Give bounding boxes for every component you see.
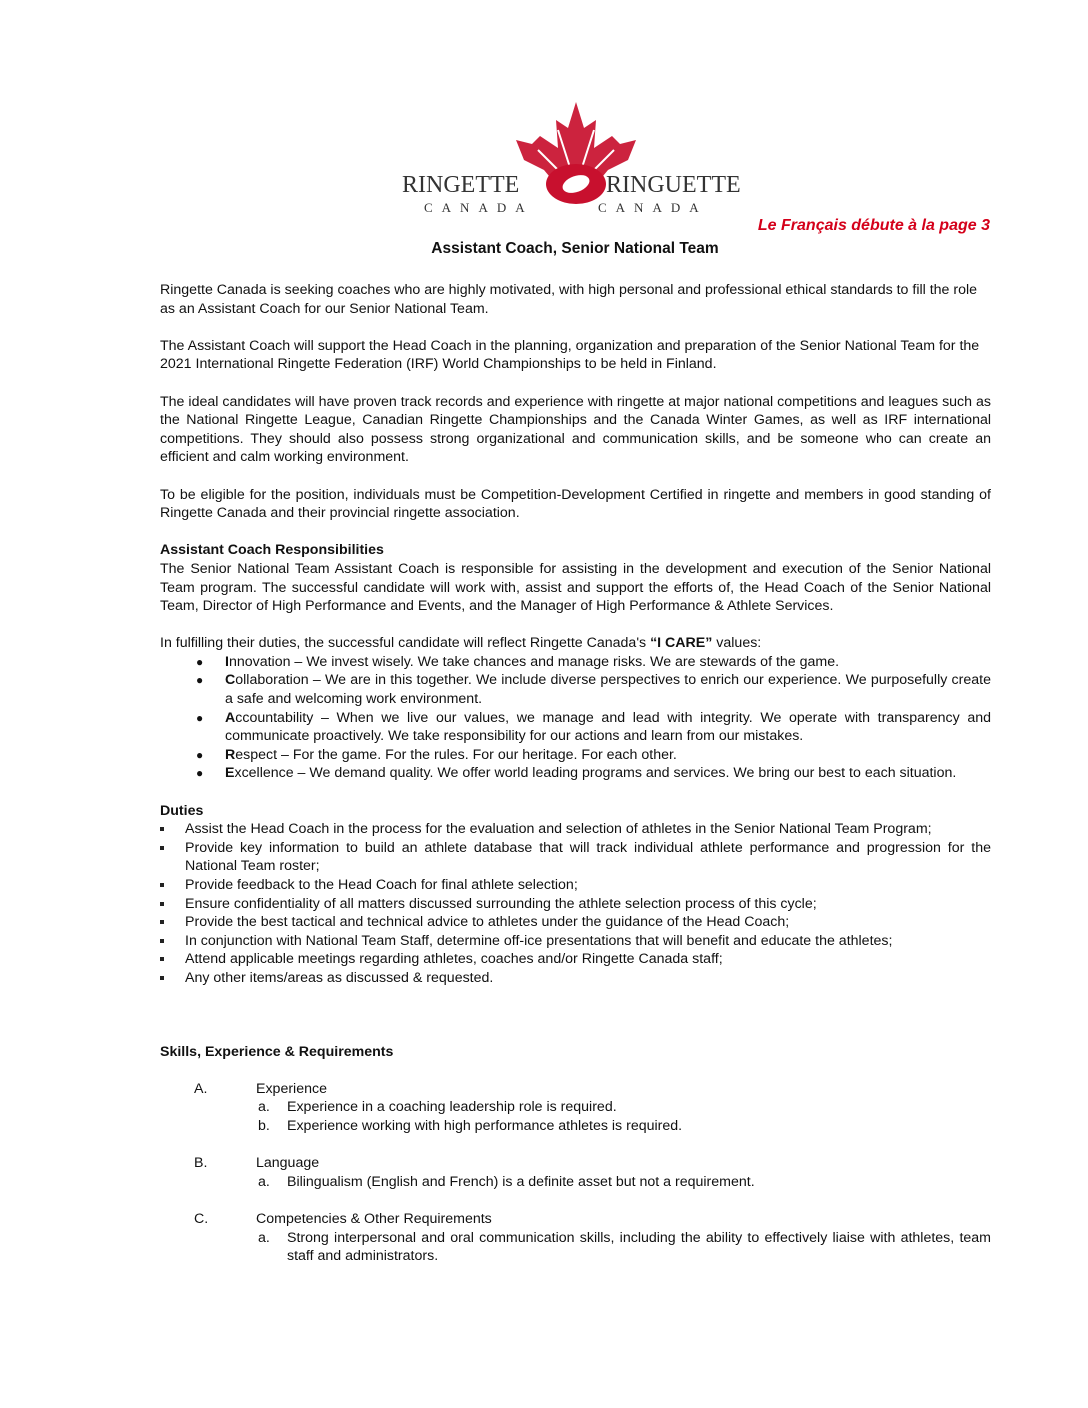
requirement-section	[160, 1080, 991, 1136]
list-item	[160, 950, 991, 969]
value-text: nnovation – We invest wisely. We take chances and manage risks. We are stewards of the game.	[228, 653, 840, 670]
item-text: Bilingualism (English and French) is a definite asset but not a requirement.	[287, 1173, 755, 1190]
bullet-icon: ●	[196, 710, 204, 725]
value-text: xcellence – We demand quality. We offer world leading programs and services. We bring our best to each situation.	[234, 765, 957, 782]
duty-text: Any other items/areas as discussed & requested.	[185, 969, 494, 986]
ring-icon	[546, 164, 606, 204]
section-label: Language	[256, 1155, 320, 1172]
square-bullet-icon	[160, 957, 164, 961]
square-bullet-icon	[160, 827, 164, 831]
item-index: a.	[258, 1229, 270, 1246]
duty-text: Attend applicable meetings regarding athletes, coaches and/or Ringette Canada staff;	[185, 951, 723, 968]
item-index: a.	[258, 1099, 270, 1116]
section-letter: A.	[194, 1080, 208, 1097]
values-list	[160, 653, 991, 783]
french-version-note: Le Français débute à la page 3	[757, 217, 990, 234]
list-item	[160, 969, 991, 988]
bullet-icon: ●	[196, 766, 204, 781]
square-bullet-icon	[160, 846, 164, 850]
list-item	[160, 709, 991, 746]
list-item	[160, 913, 991, 932]
item-index: b.	[258, 1117, 270, 1134]
list-item	[160, 876, 991, 895]
requirement-section	[160, 1210, 991, 1266]
list-item	[160, 820, 991, 839]
logo-name-fr: RINGUETTE	[606, 172, 741, 198]
duties-list	[160, 820, 991, 987]
values-intro-bold: “I CARE”	[650, 635, 713, 652]
intro-paragraph: The ideal candidates will have proven track records and experience with ringette at major national competitions and leagues such as the National Ringette League, Canadian Ringette Championships and the Canada Winter Games, as well as IRF international competitions. They should also possess strong organizational and communication skills, and be someone who can create an efficient and calm working environment.	[160, 393, 991, 466]
bullet-icon: ●	[196, 673, 204, 688]
list-item	[160, 839, 991, 876]
list-item	[160, 1229, 991, 1266]
logo-name-en: RINGETTE	[402, 172, 520, 198]
section-letter: C.	[194, 1210, 209, 1227]
list-item	[160, 671, 991, 708]
ringette-canada-logo	[398, 100, 754, 218]
requirements-heading: Skills, Experience & Requirements	[160, 1043, 394, 1060]
square-bullet-icon	[160, 883, 164, 887]
list-item	[160, 653, 991, 672]
duty-text: In conjunction with National Team Staff, determine off-ice presentations that will benefit and educate the athletes;	[185, 932, 893, 949]
value-text: ollaboration – We are in this together. We include diverse perspectives to enrich our experience. We purposefully create a safe and welcoming work environment.	[225, 672, 991, 708]
requirement-items	[160, 1098, 991, 1135]
value-initial: C	[225, 672, 236, 689]
square-bullet-icon	[160, 920, 164, 924]
logo-country-fr: CANADA	[598, 200, 708, 215]
item-text: Experience in a coaching leadership role is required.	[287, 1099, 617, 1116]
section-spacer	[160, 988, 991, 1043]
duty-text: Provide feedback to the Head Coach for final athlete selection;	[185, 877, 578, 893]
item-index: a.	[258, 1173, 270, 1190]
requirement-section	[160, 1154, 991, 1191]
page-title: Assistant Coach, Senior National Team	[431, 240, 719, 257]
list-item	[160, 1173, 991, 1192]
section-label: Experience	[256, 1080, 327, 1097]
value-initial: E	[225, 765, 235, 782]
value-initial: R	[225, 746, 236, 763]
duties-heading: Duties	[160, 802, 204, 819]
list-item	[160, 1117, 991, 1136]
value-initial: A	[225, 709, 236, 726]
responsibilities-text: The Senior National Team Assistant Coach is responsible for assisting in the development and execution of the Senior National Team program. The successful candidate will work with, assist and support the efforts of, the Head Coach of the Senior National Team, Director of High Performance and Events, and the Manager of High Performance & Athlete Services.	[160, 560, 991, 615]
square-bullet-icon	[160, 902, 164, 906]
duty-text: Provide key information to build an athlete database that will track individual athlete performance and progression for the National Team roster;	[185, 839, 991, 875]
values-intro-text: In fulfilling their duties, the successful candidate will reflect Ringette Canada's	[160, 635, 651, 652]
responsibilities-heading: Assistant Coach Responsibilities	[160, 542, 384, 559]
values-intro-suffix: values:	[712, 635, 762, 652]
bullet-icon: ●	[196, 654, 204, 669]
intro-paragraph: To be eligible for the position, individuals must be Competition-Development Certified in ringette and members in good standing of Ringette Canada and their provincial ringette association.	[160, 486, 991, 522]
list-item	[160, 895, 991, 914]
requirement-items	[160, 1173, 991, 1192]
square-bullet-icon	[160, 976, 164, 980]
list-item	[160, 746, 991, 765]
intro-paragraph: Ringette Canada is seeking coaches who are highly motivated, with high personal and professional ethical standards to fill the role as an Assistant Coach for our Senior National Team.	[160, 282, 978, 317]
value-text: ccountability – When we live our values, we manage and lead with integrity. We operate with transparency and communicate proactively. We take responsibility for our actions and learn from our mistakes.	[225, 709, 991, 745]
value-initial: I	[225, 653, 229, 670]
item-text: Strong interpersonal and oral communication skills, including the ability to effectively liaise with athletes, team staff and administrators.	[287, 1229, 991, 1265]
intro-paragraph: The Assistant Coach will support the Head Coach in the planning, organization and preparation of the Senior National Team for the 2021 International Ringette Federation (IRF) World Championships to be held in Finland.	[160, 337, 980, 373]
duty-text: Ensure confidentiality of all matters discussed surrounding the athlete selection process of this cycle;	[185, 895, 817, 912]
list-item	[160, 1098, 991, 1117]
duty-text: Assist the Head Coach in the process for the evaluation and selection of athletes in the Senior National Team Program;	[185, 821, 932, 838]
requirement-items	[160, 1229, 991, 1266]
item-text: Experience working with high performance athletes is required.	[287, 1117, 683, 1134]
square-bullet-icon	[160, 939, 164, 943]
value-text: espect – For the game. For the rules. For our heritage. For each other.	[235, 746, 677, 763]
document-body	[160, 281, 991, 1284]
bullet-icon: ●	[196, 747, 204, 762]
list-item	[160, 932, 991, 951]
values-intro	[160, 634, 991, 653]
section-label: Competencies & Other Requirements	[256, 1210, 492, 1227]
duty-text: Provide the best tactical and technical advice to athletes under the guidance of the Head Coach;	[185, 914, 790, 931]
logo-country-en: CANADA	[424, 200, 534, 215]
section-letter: B.	[194, 1155, 208, 1172]
list-item	[160, 764, 991, 783]
